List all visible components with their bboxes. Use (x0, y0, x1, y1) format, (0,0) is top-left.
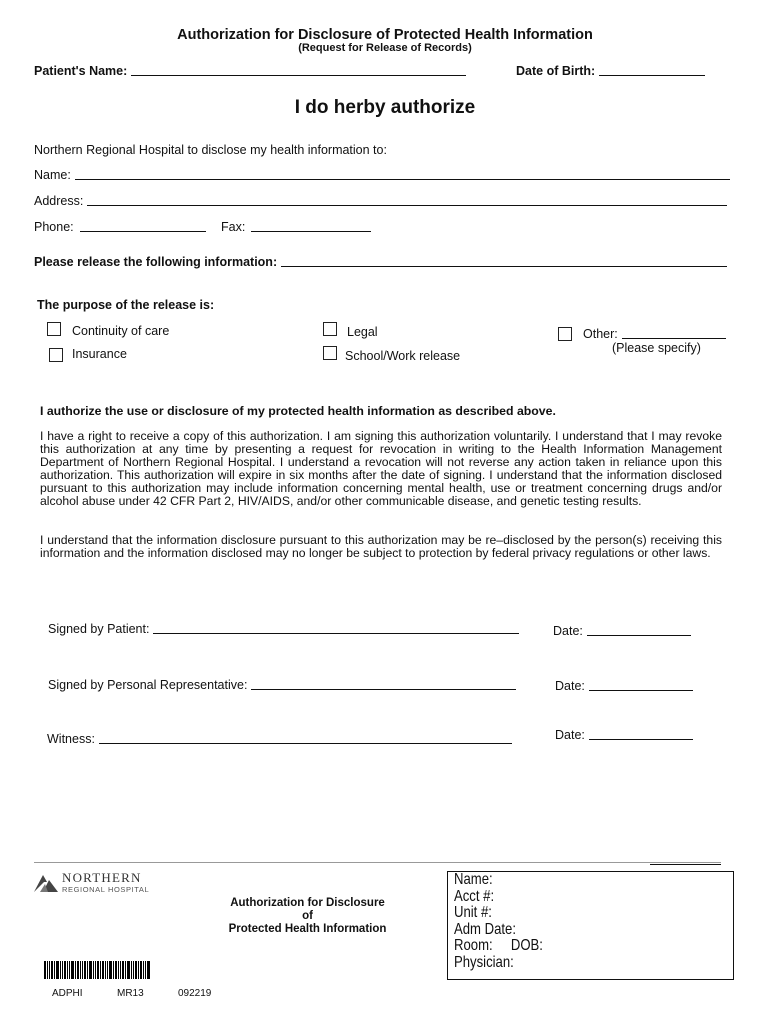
patient-signature-field[interactable] (153, 632, 519, 634)
legal-checkbox[interactable] (323, 322, 337, 336)
recipient-name-row (34, 168, 730, 182)
recipient-phone-field[interactable] (80, 230, 206, 232)
patient-name-label: Patient's Name: (34, 64, 128, 78)
box-adm-date: Adm Date: (454, 920, 516, 938)
footer-title-line-2: of (302, 910, 313, 922)
release-field[interactable] (281, 265, 727, 267)
redisclosure-paragraph: I understand that the information disclosure pursuant to this authorization may be re–disclosed by the person(s) receiving this information and the information disclosed may no longer be subject to protection by federal privacy regulations or other laws. (40, 533, 722, 560)
recipient-address-row (34, 194, 727, 208)
recipient-address-field[interactable] (87, 204, 727, 206)
release-row (34, 255, 727, 269)
rep-date-row (555, 679, 693, 693)
dob-row (516, 64, 705, 78)
rep-date-label: Date: (555, 679, 585, 693)
other-row (583, 327, 726, 341)
hospital-logo (32, 870, 172, 900)
patient-signature-label: Signed by Patient: (48, 622, 150, 636)
form-number: MR13 (117, 988, 144, 999)
footer-separator (34, 862, 721, 863)
logo-name: NORTHERN (62, 870, 142, 885)
footer-form-title (200, 897, 415, 936)
patient-date-label: Date: (553, 624, 583, 638)
legal-label: Legal (347, 325, 378, 339)
form-subtitle: (Request for Release of Records) (298, 42, 472, 54)
intro-text: Northern Regional Hospital to disclose my health information to: (34, 143, 387, 157)
box-unit: Unit #: (454, 904, 492, 921)
continuity-of-care-checkbox[interactable] (47, 322, 61, 336)
patient-name-row (34, 64, 466, 78)
rep-signature-row (48, 678, 516, 692)
recipient-address-label: Address: (34, 194, 84, 208)
continuity-of-care-label: Continuity of care (72, 324, 170, 338)
school-work-label: School/Work release (345, 349, 461, 363)
witness-date-field[interactable] (589, 738, 693, 740)
patient-date-field[interactable] (587, 634, 691, 636)
mountain-logo-icon (34, 872, 58, 892)
box-physician: Physician: (454, 953, 514, 971)
other-hint: (Please specify) (612, 341, 701, 355)
barcode (44, 961, 150, 979)
logo-subtitle: REGIONAL HOSPITAL (62, 885, 150, 894)
box-acct: Acct #: (454, 887, 495, 905)
patient-date-row (553, 624, 691, 638)
other-field[interactable] (622, 337, 726, 339)
rep-date-field[interactable] (589, 689, 693, 691)
recipient-name-field[interactable] (75, 178, 730, 180)
witness-field[interactable] (99, 742, 512, 744)
rep-signature-field[interactable] (251, 688, 516, 690)
witness-label: Witness: (47, 732, 95, 746)
other-checkbox[interactable] (558, 327, 572, 341)
box-room-dob: Room: DOB: (454, 937, 543, 954)
patient-name-field[interactable] (131, 74, 466, 76)
form-revision: 092219 (178, 988, 212, 999)
witness-date-row (555, 728, 693, 742)
recipient-phone-row (34, 220, 206, 234)
insurance-checkbox[interactable] (49, 348, 63, 362)
authorize-heading: I do herby authorize (294, 97, 476, 118)
recipient-fax-label: Fax: (221, 220, 246, 234)
rep-signature-label: Signed by Personal Representative: (48, 678, 248, 692)
witness-row (47, 732, 512, 746)
footer-separator-accent (650, 864, 721, 865)
recipient-phone-label: Phone: (34, 220, 74, 234)
rights-paragraph: I have a right to receive a copy of this authorization. I am signing this authorization voluntarily. I understand that I may revoke this authorization at any time by presenting a request for revocation in writing to the Health Information Management Department of Northern Regional Hospital. I understand a revocation will not reverse any action taken in reliance upon this authorization. This authorization will expire in six months after the date of signing. I understand that the information disclosed pursuant to this authorization may include information concerning mental health, use or treatment concerning drugs and/or alcohol abuse under 42 CFR Part 2, HIV/AIDS, and/or other communicable disease, and genetic testing results. (40, 429, 722, 508)
authorize-statement: I authorize the use or disclosure of my protected health information as described above. (40, 404, 556, 418)
insurance-label: Insurance (72, 347, 127, 361)
patient-signature-row (48, 622, 519, 636)
release-label: Please release the following information: (34, 255, 278, 269)
form-title: Authorization for Disclosure of Protected Health Information (177, 27, 593, 43)
recipient-fax-field[interactable] (251, 230, 371, 232)
footer-title-line-3: Protected Health Information (228, 923, 387, 935)
recipient-name-label: Name: (34, 168, 71, 182)
other-label: Other: (583, 327, 618, 341)
purpose-label: The purpose of the release is: (37, 298, 215, 312)
witness-date-label: Date: (555, 728, 585, 742)
patient-label-box (447, 871, 734, 980)
dob-field[interactable] (599, 74, 705, 76)
footer-title-line-1: Authorization for Disclosure (230, 897, 385, 909)
recipient-fax-row (221, 220, 371, 234)
school-work-checkbox[interactable] (323, 346, 337, 360)
box-name: Name: (454, 871, 493, 888)
form-code: ADPHI (52, 988, 83, 999)
dob-label: Date of Birth: (516, 64, 596, 78)
